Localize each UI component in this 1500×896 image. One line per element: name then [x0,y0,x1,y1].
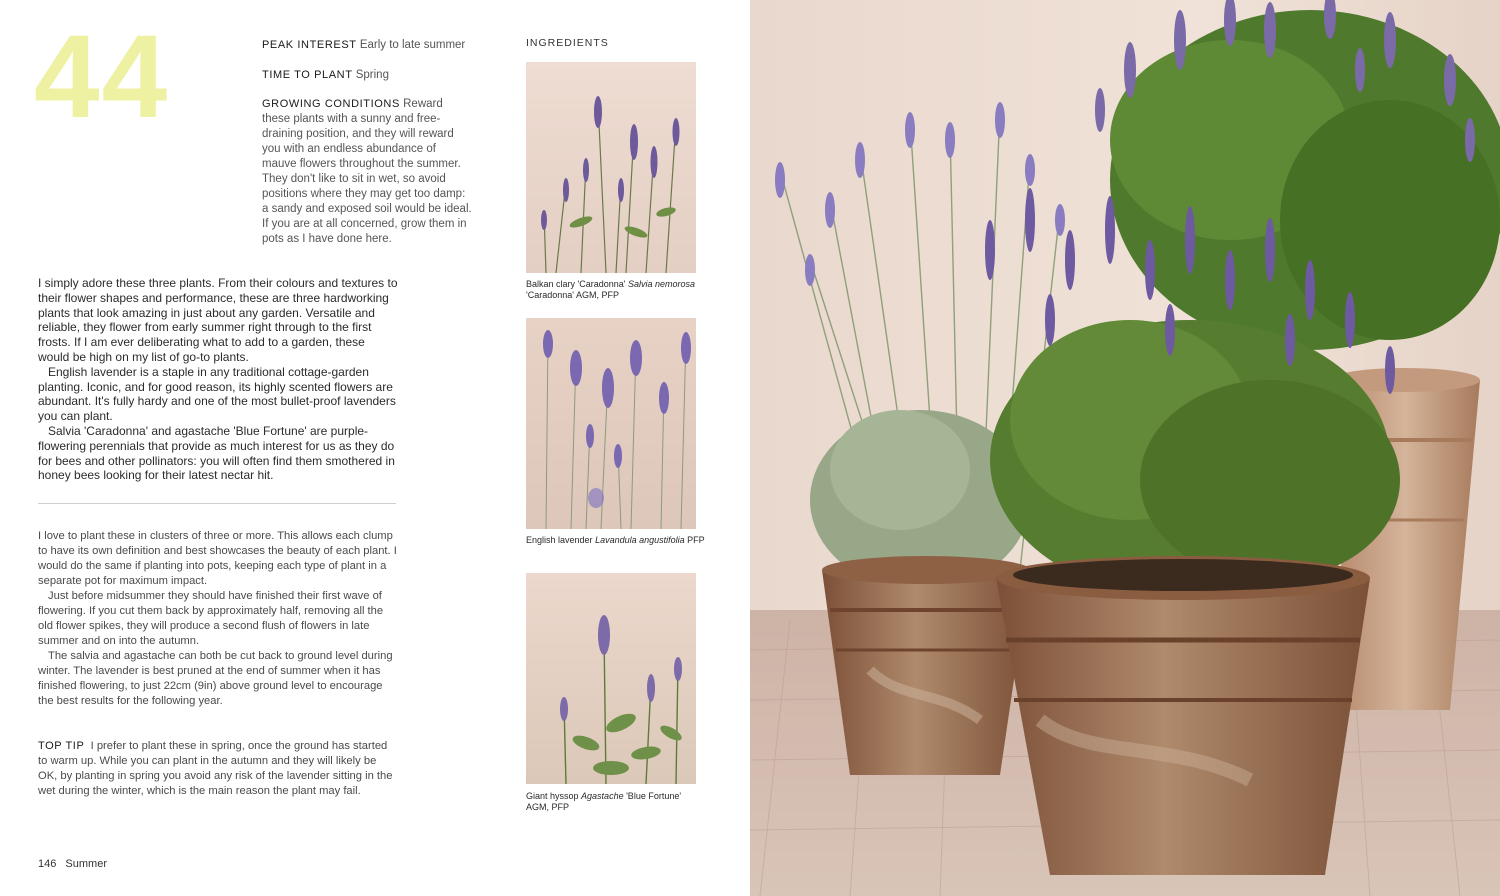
top-tip-label: TOP TIP [38,740,85,752]
section-name: Summer [65,858,107,870]
lavender-photo [526,318,696,529]
section-divider [38,503,396,504]
peak-interest-label: PEAK INTEREST [262,39,357,51]
potted-plants-illustration [750,0,1500,896]
care-paragraph-2: Just before midsummer they should have finished their first wave of flowering. If you cut them back by approximately half, removing all the old flower spikes, they will produce a second flush of flowers in late summer and on into the autumn. [38,590,384,647]
care-text [38,529,398,709]
time-to-plant [262,68,472,83]
page-number: 146 [38,858,57,870]
agastache-photo [526,573,696,784]
lavender-common-name: English lavender [526,535,593,545]
lavender-suffix: PFP [687,535,705,545]
agastache-suffix: 'Blue Fortune' AGM, PFP [526,791,682,812]
care-paragraph-3: The salvia and agastache can both be cut back to ground level during winter. The lavender is best pruned at the end of summer when it has finished flowering, to just 22cm (9in) above ground level to encourage the best results for the following year. [38,650,393,707]
salvia-photo [526,62,696,273]
growing-conditions-value: Reward these plants with a sunny and free-draining position, and they will reward you with an endless abundance of mauve flowers throughout the summer. They don't like to sit in wet, so avoid positions where they may get too damp: a sandy and exposed soil would be ideal. If you are at all concerned, grow them in pots as I have done here. [262,98,472,245]
growing-conditions [262,97,472,247]
right-page-photo [750,0,1500,896]
intro-text [38,276,398,483]
intro-paragraph-3: Salvia 'Caradonna' and agastache 'Blue Fortune' are purple-flowering perennials that provide as much interest for us as they do for bees and other pollinators: you will often find them smothered in honey bees looking for their latest nectar hit. [38,423,395,483]
ingredients-heading: INGREDIENTS [526,37,609,49]
lavender-caption [526,535,706,546]
agastache-common-name: Giant hyssop [526,791,579,801]
agastache-latin-name: Agastache [581,791,624,801]
growing-conditions-label: GROWING CONDITIONS [262,98,400,110]
chapter-number: 44 [34,11,170,143]
intro-paragraph-2: English lavender is a staple in any traditional cottage-garden planting. Iconic, and for good reason, its highly scented flowers are abundant. It's fully hardy and one of the most bullet-proof lavenders you can plant. [38,364,396,424]
salvia-latin-name: Salvia nemorosa [628,279,696,289]
agastache-caption [526,791,706,813]
salvia-common-name: Balkan clary 'Caradonna' [526,279,626,289]
peak-interest [262,38,472,53]
page-footer [38,858,107,870]
front-pot [996,556,1370,875]
salvia-suffix: 'Caradonna' AGM, PFP [526,290,619,300]
top-tip-text: I prefer to plant these in spring, once the ground has started to warm up. While you can plant in the autumn and they will likely be OK, by planting in spring you avoid any risk of the lavender sitting in the wet during the winter, which is the main reason the plant may fail. [38,740,393,797]
care-paragraph-1: I love to plant these in clusters of three or more. This allows each clump to have its own definition and best showcases the beauty of each plant. I would do the same if planting into pots, keeping each type of plant in a separate pot for maximum impact. [38,530,397,587]
time-to-plant-label: TIME TO PLANT [262,69,353,81]
salvia-caption [526,279,706,301]
time-to-plant-value: Spring [355,69,389,81]
top-tip [38,739,398,799]
intro-paragraph-1: I simply adore these three plants. From their colours and textures to their flower shapes and performance, these are three hardworking plants that look amazing in just about any garden. Versatile and reliable, they flower from early summer right through to the first frosts. If I am ever deliberating what to add to a garden, these would be high on my list of go-to plants. [38,276,398,364]
lavender-latin-name: Lavandula angustifolia [595,535,685,545]
peak-interest-value: Early to late summer [359,39,466,51]
